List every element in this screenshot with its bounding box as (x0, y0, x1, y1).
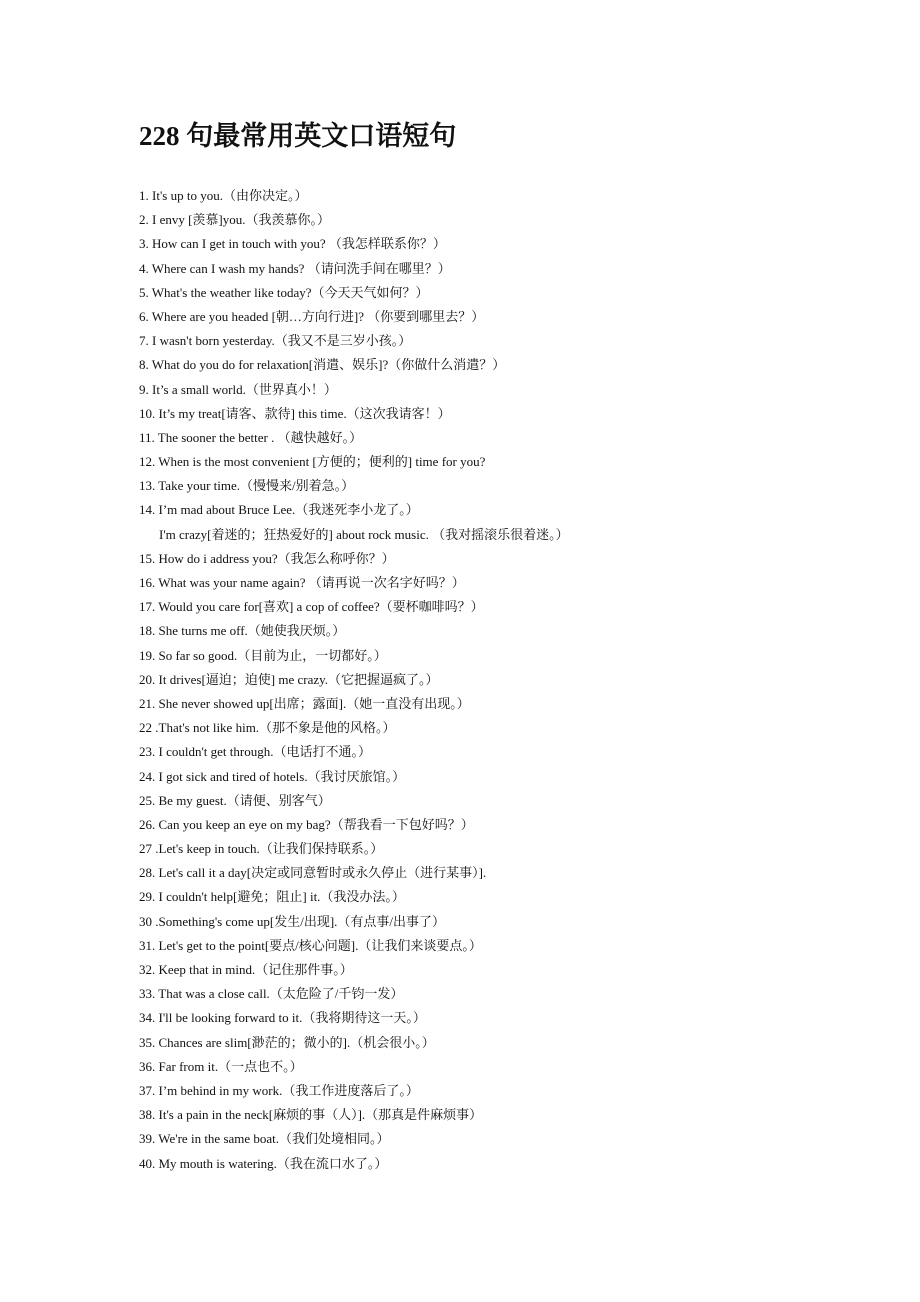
phrase-line: 12. When is the most convenient [方便的；便利的] time for you? (139, 454, 486, 470)
phrase-line: 29. I couldn't help[避免；阻止] it.（我没办法。） (139, 889, 405, 905)
document-title: 228 句最常用英文口语短句 (139, 121, 457, 151)
phrase-line: 21. She never showed up[出席；露面].（她一直没有出现。） (139, 695, 470, 711)
phrase-line: 8. What do you do for relaxation[消遣、娱乐]?（你做什么消遣？） (139, 357, 506, 373)
phrase-line: 18. She turns me off.（她使我厌烦。） (139, 623, 346, 639)
phrase-line: 6. Where are you headed [朝…方向行进]? （你要到哪里去？） (139, 308, 485, 324)
phrase-line: 30 .Something's come up[发生/出现].（有点事/出事了） (139, 913, 446, 929)
phrase-line: 2. I envy [羡慕]you.（我羡慕你。） (139, 212, 331, 228)
phrase-line: 28. Let's call it a day[决定或同意暂时或永久停止（进行某事）]. (139, 865, 487, 881)
phrase-line: 36. Far from it.（一点也不。） (139, 1058, 303, 1074)
phrase-line: 9. It’s a small world.（世界真小！） (139, 381, 337, 397)
phrase-line: 11. The sooner the better . （越快越好。） (139, 429, 363, 445)
phrase-line: 23. I couldn't get through.（电话打不通。） (139, 744, 371, 760)
phrase-line: 37. I’m behind in my work.（我工作进度落后了。） (139, 1082, 419, 1098)
phrase-line: 3. How can I get in touch with you? （我怎样联系你？） (139, 236, 446, 252)
phrase-continuation-line: I'm crazy[着迷的；狂热爱好的] about rock music. （我对摇滚乐很着迷。） (159, 526, 569, 542)
phrase-line: 22 .That's not like him.（那不象是他的风格。） (139, 720, 396, 736)
phrase-line: 39. We're in the same boat.（我们处境相同。） (139, 1131, 390, 1147)
phrase-line: 19. So far so good.（目前为止，一切都好。） (139, 647, 387, 663)
phrase-line: 34. I'll be looking forward to it.（我将期待这一天。） (139, 1010, 426, 1026)
phrase-line: 1. It's up to you.（由你决定。） (139, 188, 308, 203)
phrase-line: 7. I wasn't born yesterday.（我又不是三岁小孩。） (139, 333, 412, 349)
phrase-line: 25. Be my guest.（请便、别客气） (139, 792, 331, 808)
phrase-line: 16. What was your name again? （请再说一次名字好吗？） (139, 575, 465, 590)
phrase-line: 33. That was a close call.（太危险了/千钧一发） (139, 986, 404, 1002)
phrase-line: 10. It’s my treat[请客、款待] this time.（这次我请客！） (139, 405, 451, 421)
phrase-line: 15. How do i address you?（我怎么称呼你？） (139, 550, 395, 566)
phrase-line: 20. It drives[逼迫；迫使] me crazy.（它把握逼疯了。） (139, 671, 439, 687)
phrase-line: 17. Would you care for[喜欢] a cop of coffee?（要杯咖啡吗？） (139, 599, 484, 615)
phrase-line: 26. Can you keep an eye on my bag?（帮我看一下包好吗？） (139, 816, 474, 832)
phrase-line: 13. Take your time.（慢慢来/别着急。） (139, 478, 355, 494)
phrase-line: 27 .Let's keep in touch.（让我们保持联系。） (139, 841, 384, 857)
phrase-list (139, 184, 899, 1176)
phrase-line: 31. Let's get to the point[要点/核心问题].（让我们来谈要点。） (139, 937, 482, 953)
phrase-line: 35. Chances are slim[渺茫的；微小的].（机会很小。） (139, 1034, 435, 1050)
phrase-line: 4. Where can I wash my hands? （请问洗手间在哪里？） (139, 260, 451, 276)
phrase-line: 38. It's a pain in the neck[麻烦的事（人）].（那真是件麻烦事） (139, 1107, 483, 1123)
phrase-line: 40. My mouth is watering.（我在流口水了。） (139, 1155, 388, 1171)
phrase-line: 24. I got sick and tired of hotels.（我讨厌旅馆。） (139, 768, 406, 784)
phrase-line: 32. Keep that in mind.（记住那件事。） (139, 962, 353, 977)
phrase-line: 14. I’m mad about Bruce Lee.（我迷死李小龙了。） (139, 502, 419, 518)
phrase-line: 5. What's the weather like today?（今天天气如何？） (139, 284, 429, 300)
